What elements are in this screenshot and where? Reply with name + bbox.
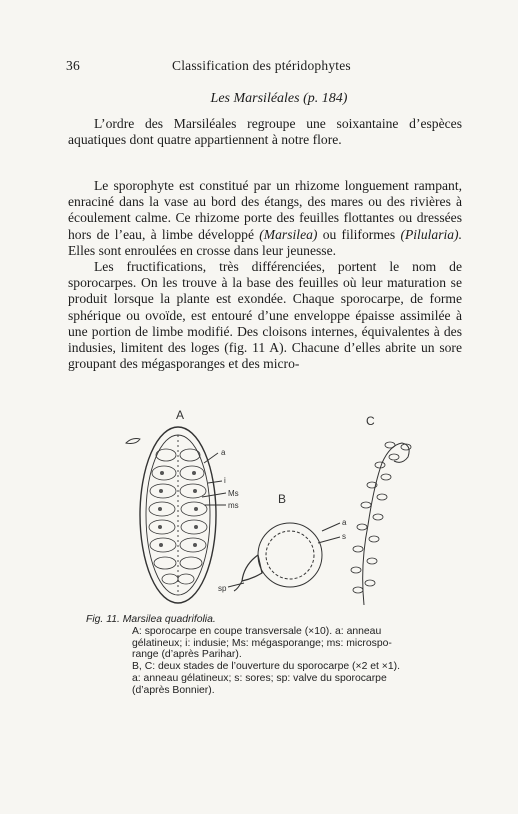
paragraph-intro: [68, 116, 462, 148]
page-number: 36: [66, 58, 80, 73]
figure-label-i: i: [224, 476, 226, 485]
caption-line-4: B, C: deux stades de l’ouverture du sporocarpe (×2 et ×1).: [132, 661, 401, 673]
figure-caption: [86, 614, 466, 697]
caption-fig-label: Fig. 11.: [86, 614, 120, 625]
figure-label-B: B: [278, 492, 287, 506]
paragraph-1: L’ordre des Marsiléales regroupe une soixantaine d’espèces aquatiques dont quatre appartiennent à notre flore.: [68, 116, 462, 148]
paragraph-2: [68, 178, 462, 259]
figure-label-a-b: a: [342, 518, 347, 527]
caption-line-3: range (d’après Parihar).: [132, 649, 242, 661]
running-title: Classification des ptéridophytes: [172, 58, 351, 73]
sorophore-chain-drawing: [351, 442, 411, 605]
section-title: Les Marsiléales (p. 184): [210, 91, 348, 106]
figure-11: [118, 405, 418, 610]
figure-label-Ms: Ms: [228, 489, 239, 498]
genus-marsilea: (Marsilea): [259, 226, 318, 242]
caption-species: Marsilea quadrifolia.: [122, 614, 216, 625]
paragraph-2-text-b: ou filiformes: [317, 226, 401, 242]
caption-line-6: (d’après Bonnier).: [132, 684, 215, 696]
caption-line-1: A: sporocarpe en coupe transversale (×10). a: anneau: [132, 625, 382, 637]
caption-heading: [86, 614, 466, 626]
paragraph-2-text-c: Elles sont enroulées en crosse dans leur jeunesse.: [68, 242, 337, 258]
paragraph-3: Les fructifications, très différenciées, portent le nom de sporocarpes. On les trouve à la base des feuilles où leur maturation se produit lorsque la plante est exondée. Chaque sporocarpe, de forme sphérique ou ovoïde, est entouré d’une enveloppe épaisse assimilée à une portion de limbe modifié. Des cloisons internes, équivalentes à des indusies, limitent des loges (fig. 11 A). Chacune d’elles abrite un sore groupant des mégasporanges et des micro-: [68, 259, 462, 372]
figure-label-sp: sp: [218, 584, 227, 593]
figure-label-ms: ms: [228, 501, 239, 510]
paragraph-2-text-a: Le sporophyte est constitué par un rhizome longuement rampant, enraciné dans la vase au bord des étangs, des mares ou des rivières à écoulement calme. Ce rhizome porte des feuilles flottantes ou dressées hors de l’eau, à limbe développé: [68, 178, 462, 242]
figure-label-A: A: [176, 408, 185, 422]
caption-line-5: a: anneau gélatineux; s: sores; sp: valve du sporocarpe: [132, 672, 387, 684]
genus-pilularia: (Pilularia).: [400, 226, 462, 242]
figure-label-a: a: [221, 448, 226, 457]
paragraph-block: [68, 178, 462, 372]
figure-label-C: C: [366, 414, 375, 428]
caption-line-2: gélatineux; i: indusie; Ms: mégasporange; ms: microspo-: [132, 637, 392, 649]
figure-drawing: [118, 405, 418, 610]
sporocarp-opening-drawing: [228, 523, 340, 591]
figure-label-s: s: [342, 532, 346, 541]
sporocarp-section-drawing: [126, 427, 226, 603]
